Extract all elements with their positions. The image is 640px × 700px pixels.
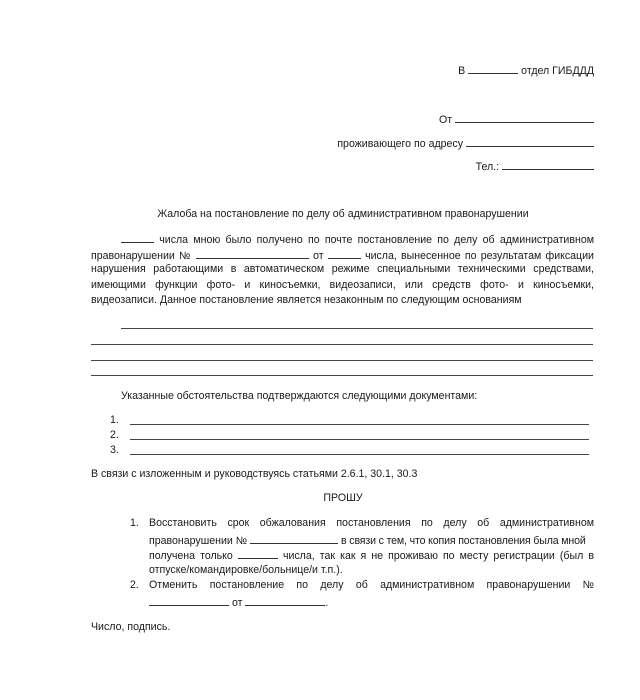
intro-line-5: видеозаписи. Данное постановление является незаконным по следующим основаниям xyxy=(91,294,522,306)
intro-line-1 xyxy=(91,231,594,247)
evidence-item-1-blank[interactable] xyxy=(130,424,589,425)
grounds-blank-line-4[interactable] xyxy=(91,375,593,376)
request-1-case-number-blank[interactable] xyxy=(250,532,338,544)
phone-blank[interactable] xyxy=(502,158,594,170)
grounds-blank-line-1[interactable] xyxy=(121,328,593,329)
request-1-line-1: Восстановить срок обжалования постановления по делу об административном xyxy=(149,517,594,529)
sender-line xyxy=(439,111,594,129)
intro-line-4: имеющими функции фото- и киносъемки, видеозаписи, или средств фото- и киносъемки, xyxy=(91,278,594,291)
department-blank[interactable] xyxy=(468,62,518,74)
request-1-number: 1. xyxy=(130,517,139,529)
request-1-received-date-blank[interactable] xyxy=(238,547,278,559)
intro-text-2b: от xyxy=(313,249,324,262)
intro-paragraph xyxy=(91,231,594,309)
address-blank[interactable] xyxy=(466,135,594,147)
intro-line-3: нарушения работающими в автоматическом режиме специальными техническими средствами, xyxy=(91,263,594,275)
recipient-prefix: В xyxy=(458,65,466,77)
request-1-text xyxy=(149,516,594,578)
request-1-line-2 xyxy=(149,532,594,548)
request-2-period: . xyxy=(325,596,329,609)
intro-text-1: числа мною было получено по почте постановление по делу об административном xyxy=(159,234,595,246)
request-2-case-number-blank[interactable] xyxy=(149,594,229,606)
case-date-blank[interactable] xyxy=(328,247,361,259)
request-1-text-3b: числа, так как я не проживаю по месту регистрации (был в xyxy=(282,550,594,562)
legal-basis: В связи с изложенным и руководствуясь статьями 2.6.1, 30.1, 30.3 xyxy=(91,468,418,480)
request-2-number: 2. xyxy=(130,579,139,591)
address-label: проживающего по адресу xyxy=(337,138,464,150)
grounds-blank-line-3[interactable] xyxy=(91,360,593,361)
document-title: Жалоба на постановление по делу об административном правонарушении xyxy=(157,208,529,220)
intro-text-2c: числа, вынесенное по результатам фиксации xyxy=(365,249,594,262)
case-number-blank[interactable] xyxy=(196,247,309,259)
evidence-item-3-blank[interactable] xyxy=(130,454,589,455)
recipient-line xyxy=(458,62,594,80)
signature-line: Число, подпись. xyxy=(91,621,171,633)
evidence-item-2-blank[interactable] xyxy=(130,439,589,440)
intro-line-2 xyxy=(91,247,594,263)
request-1-line-3 xyxy=(149,547,594,563)
request-2-text xyxy=(149,578,594,609)
sender-label: От xyxy=(438,114,453,126)
request-1-line-4: отпуске/командировке/больнице/и т.п.). xyxy=(149,563,343,576)
evidence-item-3-number: 3. xyxy=(110,444,119,456)
evidence-item-2-number: 2. xyxy=(110,429,119,441)
phone-line xyxy=(476,158,594,176)
recipient-suffix: отдел ГИБДДД xyxy=(521,65,594,77)
request-1-text-2b: в связи с тем, что копия постановления была мной xyxy=(341,534,586,547)
sender-blank[interactable] xyxy=(455,111,594,123)
phone-label: Тел.: xyxy=(475,161,500,173)
request-2-line-2 xyxy=(149,594,594,610)
request-2-case-date-blank[interactable] xyxy=(245,594,325,606)
evidence-item-1-number: 1. xyxy=(110,414,119,426)
request-2-text-2a: от xyxy=(231,596,243,609)
date-blank[interactable] xyxy=(121,231,154,243)
address-line xyxy=(337,135,594,153)
evidence-heading: Указанные обстоятельства подтверждаются следующими документами: xyxy=(121,390,478,402)
request-1-text-2a: правонарушении № xyxy=(149,534,248,547)
request-1-text-3a: получена только xyxy=(149,550,233,562)
grounds-blank-line-2[interactable] xyxy=(91,344,593,345)
intro-text-2a: правонарушении № xyxy=(91,249,192,262)
request-2-line-1: Отменить постановление по делу об административном правонарушении № xyxy=(149,579,594,591)
request-heading: ПРОШУ xyxy=(323,492,363,504)
